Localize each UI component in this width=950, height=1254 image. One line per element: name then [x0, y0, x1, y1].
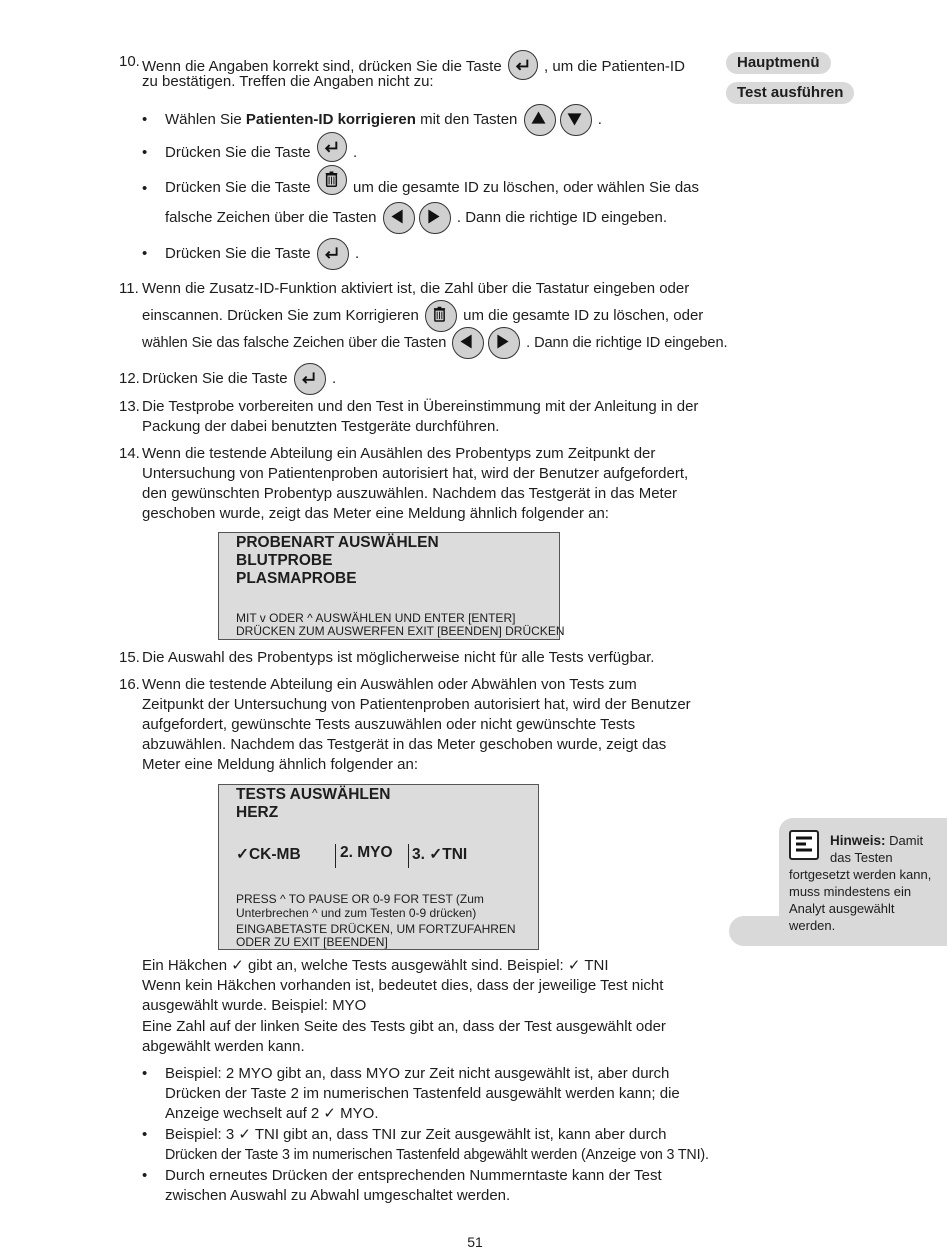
bullet: • — [142, 111, 148, 128]
display-test-myo: 2. MYO — [340, 844, 393, 861]
bullet-text: Drücken Sie die Taste — [165, 144, 311, 161]
step-10-line-2: zu bestätigen. Treffen die Angaben nicht zu: — [142, 73, 434, 90]
bullet-text: um die gesamte ID zu löschen, oder wählen Sie das — [352, 179, 700, 196]
step-14-line-2: Untersuchung von Patientenproben autorisiert hat, wird der Benutzer aufgefordert, — [142, 465, 689, 482]
display-option-blutprobe: BLUTPROBE — [236, 552, 333, 569]
step-text: wählen Sie das falsche Zeichen über die Tasten — [142, 335, 447, 351]
bullet-text: Drücken Sie die Taste — [165, 245, 311, 262]
step-16-line-4: abzuwählen. Nachdem das Testgerät in das Meter geschoben wurde, zeigt das — [142, 736, 667, 753]
bullet: • — [142, 245, 148, 262]
explain-line-5: abgewählt werden kann. — [142, 1038, 305, 1055]
display-instruction-1: MIT v ODER ^ AUSWÄHLEN UND ENTER [ENTER] — [236, 611, 516, 625]
down-arrow-key-icon — [560, 104, 592, 136]
note-line: werden. — [789, 918, 836, 933]
display-test-ckmb: ✓CK-MB — [236, 846, 301, 863]
display-separator — [335, 844, 336, 868]
display-test-tni: 3. ✓TNI — [412, 846, 468, 863]
bullet: • — [142, 180, 148, 197]
explain-bullet-3-line-1: Durch erneutes Drücken der entsprechenden Nummerntaste kann der Test — [165, 1167, 662, 1184]
bullet-text: mit den Tasten — [420, 111, 518, 128]
step-number: 14. — [119, 445, 140, 462]
explain-bullet-1-line-3: Anzeige wechselt auf 2 ✓ MYO. — [165, 1105, 379, 1122]
note-line: muss mindestens ein — [789, 884, 912, 899]
explain-bullet-1-line-1: Beispiel: 2 MYO gibt an, dass MYO zur Zeit nicht ausgewählt ist, aber durch — [165, 1065, 670, 1082]
display-title: PROBENART AUSWÄHLEN — [236, 534, 439, 551]
step-10-bullet-3-cont — [165, 202, 725, 234]
step-15-line: Die Auswahl des Probentyps ist möglicherweise nicht für alle Tests verfügbar. — [142, 649, 655, 666]
step-text: , um die Patienten-ID — [544, 57, 685, 75]
enter-key-icon — [294, 363, 326, 395]
page-number: 51 — [467, 1234, 483, 1250]
note-line: fortgesetzt werden kann, — [789, 867, 932, 882]
explain-line-4: Eine Zahl auf der linken Seite des Tests gibt an, dass der Test ausgewählt oder — [142, 1018, 666, 1035]
display-option-plasmaprobe: PLASMAPROBE — [236, 570, 357, 587]
step-14-line-3: den gewünschten Probentyp auszuwählen. Nachdem das Testgerät in das Meter — [142, 485, 678, 502]
bullet-text: Drücken Sie die Taste — [165, 179, 311, 196]
step-14-line-1: Wenn die testende Abteilung ein Ausählen des Probentyps zum Zeitpunkt der — [142, 445, 656, 462]
step-11-line-3 — [142, 327, 742, 359]
explain-line-3: ausgewählt wurde. Beispiel: MYO — [142, 997, 367, 1014]
explain-bullet-3-line-2: zwischen Auswahl zu Abwahl umgeschaltet werden. — [165, 1187, 511, 1204]
step-16-line-1: Wenn die testende Abteilung ein Auswählen oder Abwählen von Tests zum — [142, 676, 637, 693]
step-12-line — [142, 363, 722, 395]
left-arrow-key-icon — [383, 202, 415, 234]
step-number: 11. — [119, 280, 139, 297]
display-instruction-1: PRESS ^ TO PAUSE OR 0-9 FOR TEST (Zum — [236, 892, 484, 906]
hauptmenue-tab: Hauptmenü — [726, 52, 831, 74]
note-line: das Testen — [830, 850, 893, 865]
note-line: Damit — [889, 833, 924, 848]
bullet: • — [142, 144, 148, 161]
trash-key-icon — [317, 165, 347, 195]
step-text: Drücken Sie die Taste — [142, 370, 288, 387]
test-ausfuehren-tab: Test ausführen — [726, 82, 854, 104]
display-instruction-4: ODER ZU EXIT [BEENDEN] — [236, 935, 388, 949]
display-separator — [408, 844, 409, 868]
step-number: 13. — [119, 398, 140, 415]
explain-bullet-2-line-2: Drücken der Taste 3 im numerischen Tastenfeld abgewählt werden (Anzeige von 3 TNI). — [165, 1147, 709, 1163]
left-arrow-key-icon — [452, 327, 484, 359]
step-13-line-1: Die Testprobe vorbereiten und den Test in Übereinstimmung mit der Anleitung in der — [142, 398, 699, 415]
bullet: • — [142, 1167, 148, 1184]
step-13-line-2: Packung der dabei benutzten Testgeräte durchführen. — [142, 418, 500, 435]
display-instruction-2: Unterbrechen ^ und zum Testen 0-9 drücken) — [236, 906, 477, 920]
step-number: 16. — [119, 676, 140, 693]
display-title: TESTS AUSWÄHLEN — [236, 786, 391, 803]
up-arrow-key-icon — [524, 104, 556, 136]
enter-key-icon — [317, 132, 347, 162]
explain-bullet-2-line-1: Beispiel: 3 ✓ TNI gibt an, dass TNI zur Zeit ausgewählt ist, kann aber durch — [165, 1126, 667, 1143]
step-text: um die gesamte ID zu löschen, oder — [463, 307, 704, 324]
right-arrow-key-icon — [488, 327, 520, 359]
right-arrow-key-icon — [419, 202, 451, 234]
step-10-bullet-4 — [165, 238, 725, 270]
step-text: . — [331, 370, 337, 387]
meter-display-tests — [218, 784, 539, 950]
display-instruction-3: EINGABETASTE DRÜCKEN, UM FORTZUFAHREN — [236, 922, 516, 936]
step-14-line-4: geschoben wurde, zeigt das Meter eine Meldung ähnlich folgender an: — [142, 505, 609, 522]
meter-display-probenart — [218, 532, 565, 640]
bullet-text: . — [597, 111, 602, 128]
bullet-text: . — [354, 245, 360, 262]
step-text: einscannen. Drücken Sie zum Korrigieren — [142, 307, 419, 324]
step-10-bullet-2 — [165, 138, 725, 168]
bullet-bold-text: Patienten-ID korrigieren — [245, 111, 416, 128]
step-16-line-2: Zeitpunkt der Untersuchung von Patientenproben autorisiert hat, wird der Benutzer — [142, 696, 691, 713]
note-text — [789, 832, 939, 934]
enter-key-icon — [317, 238, 349, 270]
step-11-line-1: Wenn die Zusatz-ID-Funktion aktiviert ist, die Zahl über die Tastatur eingeben oder — [142, 280, 690, 297]
step-16-line-5: Meter eine Meldung ähnlich folgender an: — [142, 756, 419, 773]
note-label: Hinweis: — [830, 833, 886, 848]
step-10-bullet-3 — [165, 172, 725, 204]
step-number: 10. — [119, 53, 140, 70]
step-16-line-3: aufgefordert, gewünschte Tests auszuwählen oder nicht gewünschte Tests — [142, 716, 636, 733]
explain-bullet-1-line-2: Drücken der Taste 2 im numerischen Tastenfeld ausgewählt werden kann; die — [165, 1085, 680, 1102]
step-number: 12. — [119, 370, 140, 387]
explain-line-2: Wenn kein Häkchen vorhanden ist, bedeutet dies, dass der jeweilige Test nicht — [142, 977, 664, 994]
display-instruction-2: DRÜCKEN ZUM AUSWERFEN EXIT [BEENDEN] DRÜCKEN — [236, 624, 565, 638]
bullet: • — [142, 1126, 148, 1143]
bullet-text: falsche Zeichen über die Tasten — [165, 209, 377, 226]
bullet-text: Wählen Sie — [165, 111, 242, 128]
explain-line-1: Ein Häkchen ✓ gibt an, welche Tests ausgewählt sind. Beispiel: ✓ TNI — [142, 957, 609, 974]
bullet-text: . — [352, 144, 358, 161]
step-text: Wenn die Angaben korrekt sind, drücken Sie die Taste — [142, 57, 502, 75]
bullet-text: . Dann die richtige ID eingeben. — [456, 209, 668, 226]
step-number: 15. — [119, 649, 140, 666]
step-10-bullet-1 — [165, 104, 725, 136]
bullet: • — [142, 1065, 148, 1082]
display-group-herz: HERZ — [236, 804, 279, 821]
note-line: Analyt ausgewählt — [789, 901, 895, 916]
step-text: . Dann die richtige ID eingeben. — [526, 335, 728, 351]
